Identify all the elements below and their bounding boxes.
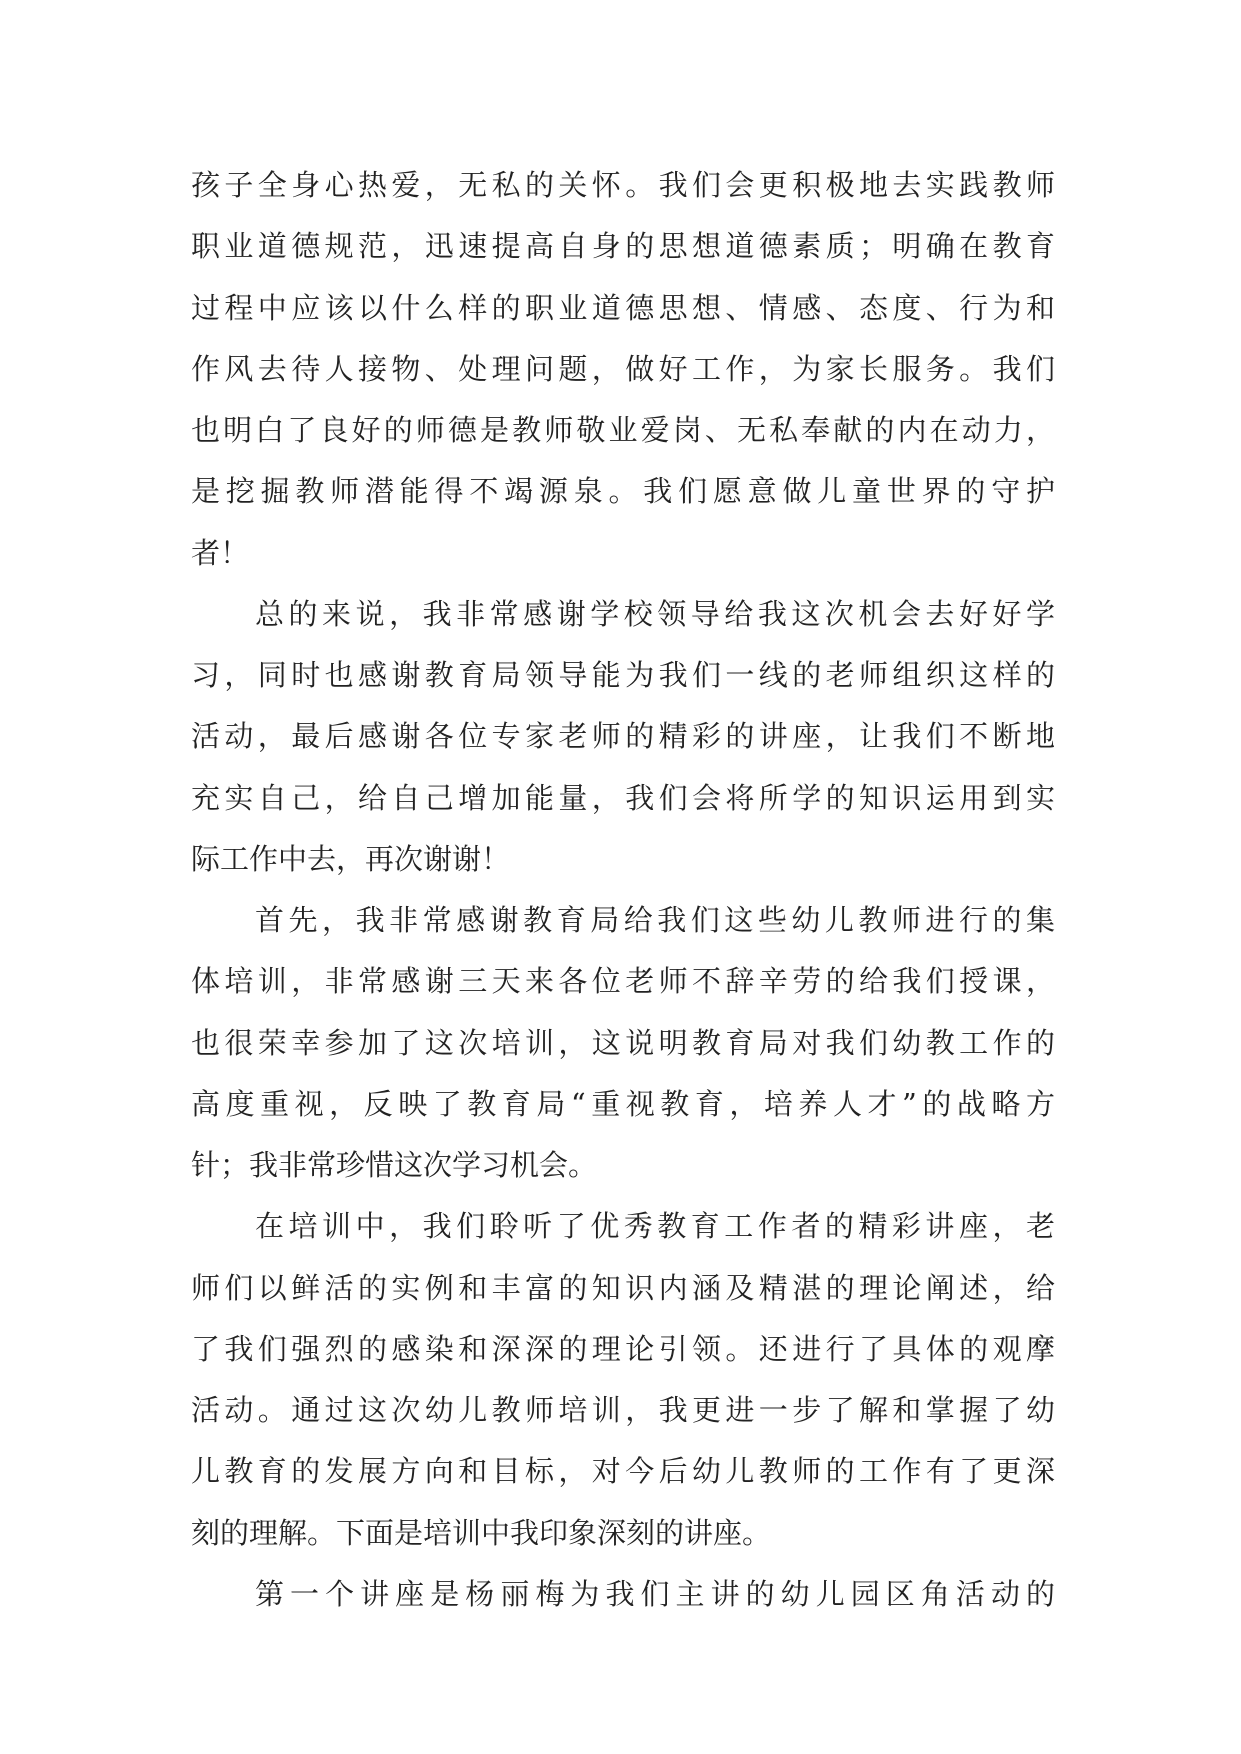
text-line: 师们以鲜活的实例和丰富的知识内涵及精湛的理论阐述，给 bbox=[191, 1270, 1055, 1305]
text-line: 首先，我非常感谢教育局给我们这些幼儿教师进行的集 bbox=[255, 903, 1055, 937]
text-line: 也很荣幸参加了这次培训，这说明教育局对我们幼教工作的 bbox=[191, 1025, 1055, 1060]
text-line: 针；我非常珍惜这次学习机会。 bbox=[191, 1148, 598, 1182]
text-line: 习，同时也感谢教育局领导能为我们一线的老师组织这样的 bbox=[191, 658, 1055, 692]
text-line: 总的来说，我非常感谢学校领导给我这次机会去好好学 bbox=[255, 596, 1055, 631]
paragraph-3 bbox=[191, 890, 1055, 1196]
text-line: 也明白了良好的师德是教师敬业爱岗、无私奉献的内在动力， bbox=[191, 413, 1055, 447]
text-line: 者！ bbox=[191, 535, 250, 570]
text-line: 体培训，非常感谢三天来各位老师不辞辛劳的给我们授课， bbox=[191, 964, 1055, 999]
text-line: 第一个讲座是杨丽梅为我们主讲的幼儿园区角活动的 bbox=[255, 1576, 1055, 1611]
text-line: 职业道德规范，迅速提高自身的思想道德素质；明确在教育 bbox=[191, 229, 1055, 264]
text-line: 际工作中去，再次谢谢！ bbox=[191, 841, 511, 876]
text-line: 儿教育的发展方向和目标，对今后幼儿教师的工作有了更深 bbox=[191, 1454, 1055, 1489]
text-line: 了我们强烈的感染和深深的理论引领。还进行了具体的观摩 bbox=[191, 1331, 1055, 1366]
paragraph-4 bbox=[191, 1196, 1055, 1564]
paragraph-2 bbox=[191, 584, 1055, 890]
text-line: 刻的理解。下面是培训中我印象深刻的讲座。 bbox=[191, 1515, 772, 1550]
text-line: 活动。通过这次幼儿教师培训，我更进一步了解和掌握了幼 bbox=[191, 1393, 1055, 1427]
text-line: 高度重视，反映了教育局“重视教育，培养人才”的战略方 bbox=[191, 1086, 1055, 1121]
text-line: 在培训中，我们聆听了优秀教育工作者的精彩讲座，老 bbox=[255, 1209, 1055, 1244]
body-text bbox=[191, 155, 1055, 1625]
text-line: 过程中应该以什么样的职业道德思想、情感、态度、行为和 bbox=[191, 290, 1055, 325]
text-line: 是挖掘教师潜能得不竭源泉。我们愿意做儿童世界的守护 bbox=[191, 474, 1055, 509]
text-line: 充实自己，给自己增加能量，我们会将所学的知识运用到实 bbox=[191, 780, 1055, 815]
paragraph-1 bbox=[191, 155, 1055, 584]
text-line: 活动，最后感谢各位专家老师的精彩的讲座，让我们不断地 bbox=[191, 719, 1055, 754]
paragraph-5 bbox=[191, 1564, 1055, 1625]
text-line: 作风去待人接物、处理问题，做好工作，为家长服务。我们 bbox=[191, 351, 1055, 386]
text-line: 孩子全身心热爱，无私的关怀。我们会更积极地去实践教师 bbox=[191, 168, 1055, 202]
